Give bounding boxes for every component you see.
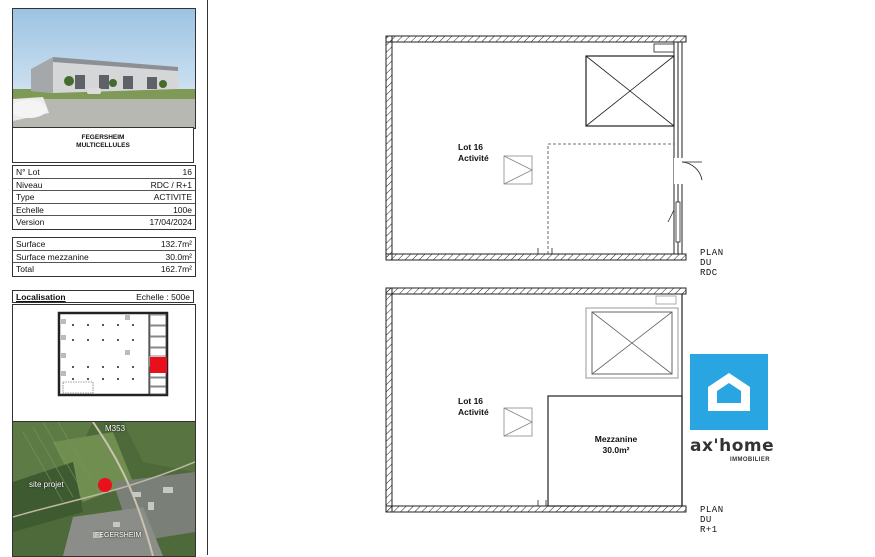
info-row (13, 191, 195, 204)
info-value: 16 (182, 167, 192, 177)
info-value: RDC / R+1 (150, 179, 192, 190)
site-marker (98, 478, 112, 492)
floor-plans (380, 30, 724, 535)
r1-plan (386, 288, 686, 512)
project-name: FEGERSHEIM (81, 134, 125, 141)
r1-plan-title: PLAN DU R+1 (700, 505, 724, 535)
rdc-lot-label (458, 142, 489, 164)
house-logo-icon (690, 354, 768, 430)
localisation-header (12, 290, 194, 303)
rdc-plan (386, 36, 702, 260)
project-render-photo (12, 8, 196, 129)
info-label: Type (16, 192, 35, 202)
info-label: N° Lot (16, 167, 40, 177)
info-row (13, 166, 195, 179)
info-value: 17/04/2024 (149, 217, 192, 227)
info-label: Version (16, 217, 45, 227)
surface-label: Surface (16, 239, 46, 249)
mezzanine-name: Mezzanine (594, 434, 638, 444)
localisation-site-plan (12, 304, 196, 422)
surface-row (13, 251, 195, 264)
localisation-scale: Echelle : 500e (136, 291, 190, 302)
aerial-site-label: site projet (29, 480, 64, 489)
rdc-plan-title: PLAN DU RDC (700, 248, 724, 278)
info-label: Echelle (16, 204, 44, 215)
surface-label: Total (16, 264, 34, 274)
info-value: ACTIVITE (153, 192, 192, 202)
mezzanine-label (586, 434, 646, 456)
highlighted-lot-16 (150, 357, 167, 373)
logo-subtitle: IMMOBILIER (730, 457, 770, 463)
surface-value: 162.7m² (160, 264, 192, 274)
project-title-box (12, 127, 194, 163)
mezzanine-area: 30.0m² (602, 445, 630, 455)
info-row (13, 216, 195, 229)
axhome-logo (690, 354, 775, 463)
rdc-lot-use: Activité (458, 153, 489, 163)
surface-value: 30.0m² (165, 251, 192, 262)
rdc-lot-number: Lot 16 (458, 142, 484, 152)
r1-lot-number: Lot 16 (458, 396, 484, 406)
aerial-road-label: M353 (105, 424, 126, 433)
surface-table (12, 237, 196, 277)
r1-lot-use: Activité (458, 407, 489, 417)
surface-row (13, 263, 195, 276)
aerial-town-label: FEGERSHEIM (95, 532, 142, 539)
project-subtitle: MULTICELLULES (76, 142, 130, 149)
info-label: Niveau (16, 179, 43, 190)
surface-label: Surface mezzanine (16, 251, 89, 262)
info-value: 100e (173, 204, 192, 215)
localisation-label: Localisation (16, 291, 66, 302)
surface-row (13, 238, 195, 251)
info-row (13, 179, 195, 192)
lot-info-table (12, 165, 196, 230)
r1-lot-label (458, 396, 489, 418)
aerial-location-map (12, 421, 196, 557)
logo-brand: ax'home (690, 436, 775, 456)
info-row (13, 204, 195, 217)
panel-divider (207, 0, 208, 555)
surface-value: 132.7m² (160, 239, 192, 249)
